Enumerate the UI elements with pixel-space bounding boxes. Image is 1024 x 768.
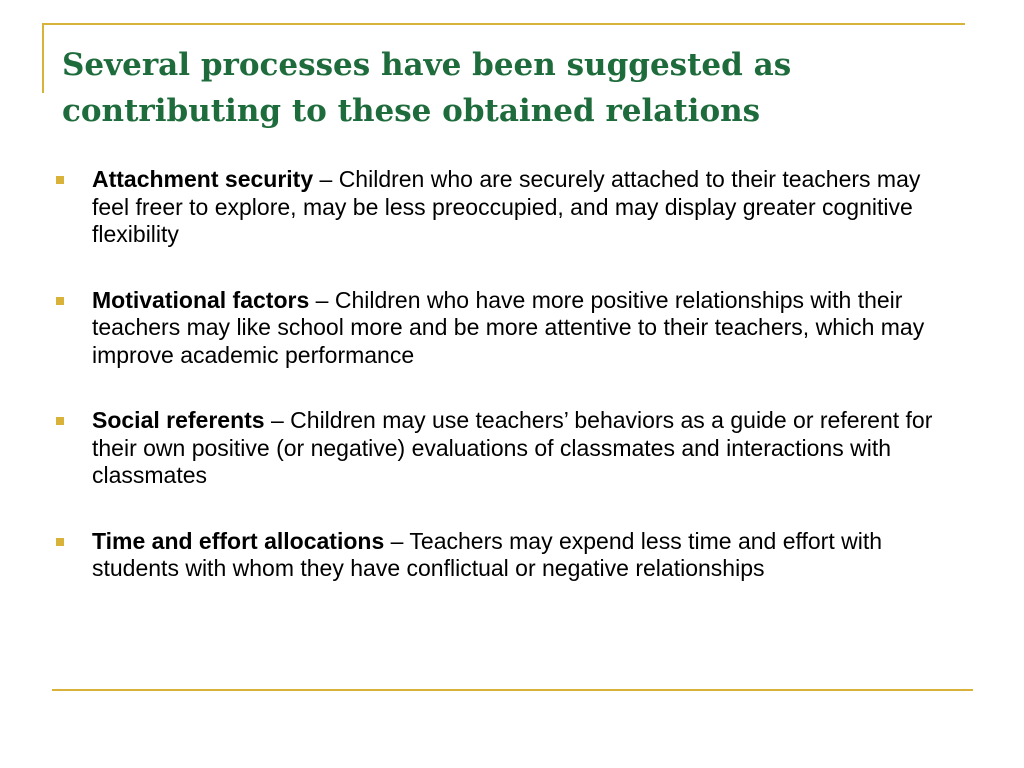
bullet-list xyxy=(56,166,956,621)
bullet-term: Attachment security xyxy=(92,166,314,192)
square-bullet-icon xyxy=(56,417,64,425)
square-bullet-icon xyxy=(56,176,64,184)
bullet-text: – Children may use teachers’ behaviors as a guide or referent for their own positive (or negative) evaluations of classmates and interactions with classmates xyxy=(92,407,933,488)
bullet-text: – Children who are securely attached to their teachers may feel freer to explore, may be less preoccupied, and may display greater cognitive flexibility xyxy=(92,166,921,247)
bullet-item xyxy=(56,287,956,370)
square-bullet-icon xyxy=(56,538,64,546)
bullet-item xyxy=(56,528,956,583)
bullet-text: – Children who have more positive relationships with their teachers may like school more and be more attentive to their teachers, which may improve academic performance xyxy=(92,286,925,368)
bullet-item xyxy=(56,407,956,490)
top-frame-line xyxy=(42,23,965,25)
bullet-term: Social referents xyxy=(92,407,265,433)
bottom-frame-line xyxy=(52,689,973,691)
left-frame-line xyxy=(42,23,44,93)
square-bullet-icon xyxy=(56,297,64,305)
bullet-term: Motivational factors xyxy=(92,286,310,313)
slide-title: Several processes have been suggested as contributing to these obtained relations xyxy=(62,47,792,129)
bullet-text: – Teachers may expend less time and effort with students with whom they have conflictual or negative relationships xyxy=(92,527,882,581)
bullet-term: Time and effort allocations xyxy=(92,527,385,554)
bullet-item xyxy=(56,166,956,249)
